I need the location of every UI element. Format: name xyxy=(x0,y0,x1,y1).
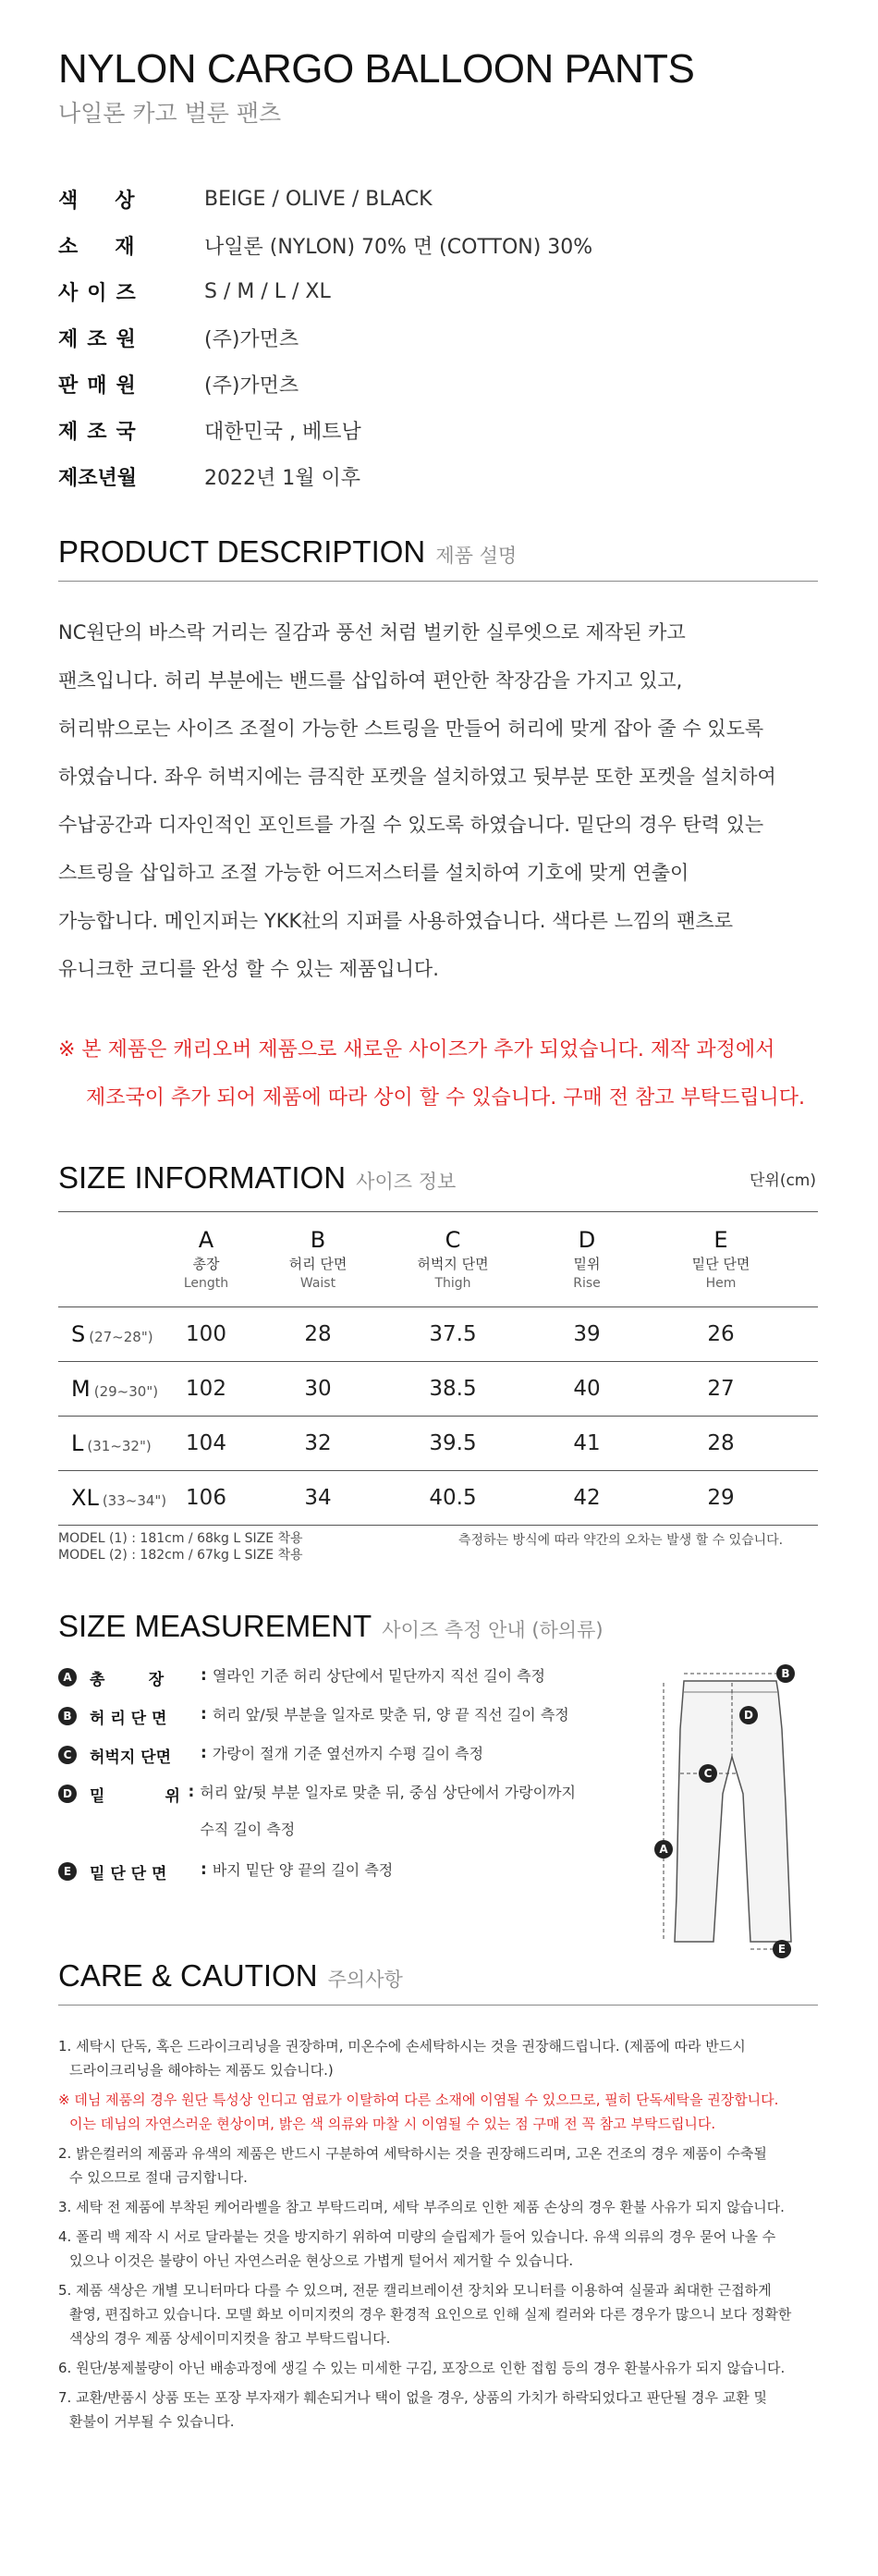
colon: : xyxy=(201,1666,207,1685)
measurement-list xyxy=(58,1666,576,1899)
value-waist: 30 xyxy=(304,1377,332,1401)
model-note: MODEL (2) : 182cm / 67kg L SIZE 착용 xyxy=(58,1548,303,1563)
diagram-label-a: A xyxy=(659,1843,668,1856)
section-title: PRODUCT DESCRIPTION xyxy=(58,534,426,569)
size-table-header xyxy=(58,1212,818,1307)
badge-b: B xyxy=(58,1707,77,1725)
spec-row-material xyxy=(58,222,816,268)
column-letter: B xyxy=(310,1227,326,1253)
care-line: 7. 교환/반품시 상품 또는 포장 부자재가 훼손되거나 택이 없을 경우, 상품의 가치가 하락되었다고 판단될 경우 교환 및 xyxy=(58,2389,767,2406)
spec-row-size xyxy=(58,268,816,314)
value-hem: 29 xyxy=(707,1486,735,1510)
description-line: 가능합니다. 메인지퍼는 YKK社의 지퍼를 사용하였습니다. 색다른 느낌의 팬츠로 xyxy=(58,910,734,932)
badge-d: D xyxy=(58,1785,77,1803)
tolerance-note: 측정하는 방식에 따라 약간의 오차는 발생 할 수 있습니다. xyxy=(458,1533,784,1548)
value-length: 104 xyxy=(186,1431,226,1455)
size-range: (31~32") xyxy=(87,1438,152,1454)
notice-line: 제조국이 추가 되어 제품에 따라 상이 할 수 있습니다. 구매 전 참고 부탁드립니다. xyxy=(86,1086,805,1110)
table-row xyxy=(58,1307,818,1362)
pants-outline xyxy=(675,1681,791,1942)
size-name: XL xyxy=(71,1485,99,1511)
size-label xyxy=(58,1376,160,1402)
size-table xyxy=(58,1211,818,1526)
column-en: Waist xyxy=(299,1276,336,1291)
value-hem: 28 xyxy=(707,1431,735,1455)
column-letter: E xyxy=(713,1227,728,1253)
value-waist: 32 xyxy=(304,1431,332,1455)
badge-e-marker xyxy=(773,1940,791,1958)
value-rise: 39 xyxy=(573,1322,601,1346)
measurement-item xyxy=(58,1783,576,1860)
care-list xyxy=(58,2034,825,2439)
header-empty xyxy=(58,1212,160,1306)
header-rise xyxy=(522,1212,652,1306)
value-length: 102 xyxy=(186,1377,226,1401)
size-info-heading xyxy=(58,1160,818,1196)
size-name: L xyxy=(71,1430,84,1456)
value-rise: 41 xyxy=(573,1431,601,1455)
header-waist xyxy=(252,1212,384,1306)
value-waist: 28 xyxy=(304,1322,332,1346)
column-ko: 밑단 단면 xyxy=(691,1256,750,1272)
size-label xyxy=(58,1321,160,1347)
care-line: 1. 세탁시 단독, 혹은 드라이크리닝을 권장하며, 미온수에 손세탁하시는 것을 권장해드립니다. (제품에 따라 반드시 xyxy=(58,2038,746,2055)
product-subtitle: 나일론 카고 벌룬 팬츠 xyxy=(58,100,282,127)
spec-value: BEIGE / OLIVE / BLACK xyxy=(204,187,433,211)
care-line: 드라이크리닝을 해야하는 제품도 있습니다.) xyxy=(69,2062,334,2079)
section-title-ko: 사이즈 측정 안내 (하의류) xyxy=(382,1619,604,1641)
carryover-notice xyxy=(58,1026,835,1122)
section-title-ko: 사이즈 정보 xyxy=(356,1171,457,1193)
measurement-desc: 수직 길이 측정 xyxy=(200,1821,296,1838)
care-line: 수 있으므로 절대 금지합니다. xyxy=(69,2169,248,2186)
section-title: SIZE MEASUREMENT xyxy=(58,1609,372,1643)
value-thigh: 37.5 xyxy=(429,1322,477,1346)
measurement-desc: 바지 밑단 양 끝의 길이 측정 xyxy=(212,1861,394,1879)
colon: : xyxy=(188,1783,195,1801)
spec-label: 사이즈 xyxy=(58,281,145,305)
measurement-label: 밑 위 xyxy=(90,1787,180,1806)
column-en: Rise xyxy=(573,1276,601,1291)
section-title: CARE & CAUTION xyxy=(58,1958,318,1993)
value-rise: 42 xyxy=(573,1486,601,1510)
care-line: ※ 데님 제품의 경우 원단 특성상 인디고 염료가 이탈하여 다른 소재에 이염될 수 있으므로, 필히 단독세탁을 권장합니다. xyxy=(58,2091,779,2108)
measurement-desc-group xyxy=(200,1783,576,1848)
size-range: (33~34") xyxy=(102,1492,167,1509)
section-title-ko: 제품 설명 xyxy=(435,545,518,567)
diagram-label-e: E xyxy=(777,1943,787,1956)
description-line: 하였습니다. 좌우 허벅지에는 큼직한 포켓을 설치하였고 뒷부분 또한 포켓을 설치하여 xyxy=(58,766,776,788)
badge-a: A xyxy=(58,1668,77,1687)
care-item xyxy=(58,2356,825,2380)
badge-c-marker xyxy=(699,1764,717,1783)
spec-row-country xyxy=(58,407,816,453)
product-title: NYLON CARGO BALLOON PANTS xyxy=(58,46,695,92)
description-line: 허리밖으로는 사이즈 조절이 가능한 스트링을 만들어 허리에 맞게 잡아 줄 수 있도록 xyxy=(58,718,764,740)
column-letter: A xyxy=(198,1227,214,1253)
care-line: 있으나 이것은 불량이 아닌 자연스러운 현상으로 가볍게 털어서 제거할 수 있습니다. xyxy=(69,2252,574,2269)
diagram-label-b: B xyxy=(781,1667,790,1680)
spec-row-date xyxy=(58,453,816,499)
value-thigh: 38.5 xyxy=(429,1377,477,1401)
care-item xyxy=(58,2278,825,2350)
value-waist: 34 xyxy=(304,1486,332,1510)
spec-value: S / M / L / XL xyxy=(204,279,331,303)
care-heading xyxy=(58,1958,818,2006)
spec-label: 소재 xyxy=(58,235,172,259)
spec-label: 판매원 xyxy=(58,374,145,398)
spec-value: (주)가먼츠 xyxy=(204,327,299,351)
value-length: 100 xyxy=(186,1322,226,1346)
care-item xyxy=(58,2386,825,2434)
colon: : xyxy=(201,1705,207,1723)
unit-label: 단위(cm) xyxy=(749,1171,816,1190)
care-item xyxy=(58,2225,825,2273)
column-letter: D xyxy=(578,1227,596,1253)
size-label xyxy=(58,1485,167,1511)
value-hem: 27 xyxy=(707,1377,735,1401)
notice-line: ※ 본 제품은 캐리오버 제품으로 새로운 사이즈가 추가 되었습니다. 제작 과정에서 xyxy=(58,1038,775,1061)
colon: : xyxy=(201,1860,207,1879)
care-line: 촬영, 편집하고 있습니다. 모델 화보 이미지컷의 경우 환경적 요인으로 인해 실제 컬러와 다른 경우가 많으니 보다 정확한 xyxy=(69,2306,792,2323)
description-line: 스트링을 삽입하고 조절 가능한 어드저스터를 설치하여 기호에 맞게 연출이 xyxy=(58,862,689,884)
description-line: 수납공간과 디자인적인 포인트를 가질 수 있도록 하였습니다. 밑단의 경우 탄력 있는 xyxy=(58,814,764,836)
size-label xyxy=(58,1430,160,1456)
spec-row-color xyxy=(58,176,816,222)
care-line: 5. 제품 색상은 개별 모니터마다 다를 수 있으며, 전문 캘리브레이션 장치와 모니터를 이용하여 실물과 최대한 근접하게 xyxy=(58,2282,772,2299)
table-row xyxy=(58,1471,818,1526)
header-length xyxy=(160,1212,252,1306)
spec-row-seller xyxy=(58,361,816,407)
measurement-desc: 가랑이 절개 기준 옆선까지 수평 길이 측정 xyxy=(212,1745,484,1762)
description-line: 팬츠입니다. 허리 부분에는 밴드를 삽입하여 편안한 착장감을 가지고 있고, xyxy=(58,669,683,692)
column-en: Thigh xyxy=(434,1276,471,1291)
value-hem: 26 xyxy=(707,1322,735,1346)
model-note: MODEL (1) : 181cm / 68kg L SIZE 착용 xyxy=(58,1531,303,1546)
spec-list xyxy=(58,176,816,499)
spec-value: (주)가먼츠 xyxy=(204,374,299,398)
measurement-heading xyxy=(58,1609,818,1644)
care-line: 환불이 거부될 수 있습니다. xyxy=(69,2413,235,2430)
size-range: (27~28") xyxy=(89,1329,153,1345)
spec-label: 제조국 xyxy=(58,420,145,444)
care-line: 색상의 경우 제품 상세이미지컷을 참고 부탁드립니다. xyxy=(69,2330,391,2347)
size-name: S xyxy=(71,1321,86,1347)
section-title: SIZE INFORMATION xyxy=(58,1160,347,1195)
spec-value: 2022년 1월 이후 xyxy=(204,466,360,490)
measurement-desc: 허리 앞/뒷 부분 일자로 맞춘 뒤, 중심 상단에서 가랑이까지 xyxy=(200,1784,576,1801)
spec-value: 대한민국 , 베트남 xyxy=(204,420,361,444)
colon: : xyxy=(201,1744,207,1762)
measurement-label: 허 리 단 면 xyxy=(90,1710,167,1728)
care-item xyxy=(58,2034,825,2082)
value-rise: 40 xyxy=(573,1377,601,1401)
table-row xyxy=(58,1417,818,1471)
spec-label: 제조원 xyxy=(58,327,145,351)
measurement-label: 허벅지 단면 xyxy=(90,1748,172,1767)
care-line: 3. 세탁 전 제품에 부착된 케어라벨을 참고 부탁드리며, 세탁 부주의로 인한 제품 손상의 경우 환불 사유가 되지 않습니다. xyxy=(58,2199,785,2215)
measurement-desc: 열라인 기준 허리 상단에서 밑단까지 직선 길이 측정 xyxy=(212,1667,545,1685)
care-item-warning xyxy=(58,2088,825,2136)
description-line: NC원단의 바스락 거리는 질감과 풍선 처럼 벌키한 실루엣으로 제작된 카고 xyxy=(58,621,686,644)
description-body xyxy=(58,608,825,993)
value-thigh: 40.5 xyxy=(429,1486,477,1510)
column-letter: C xyxy=(445,1227,461,1253)
badge-d-marker xyxy=(739,1706,758,1724)
care-item xyxy=(58,2141,825,2190)
column-ko: 허벅지 단면 xyxy=(417,1256,489,1272)
spec-label: 제조년월 xyxy=(58,466,138,490)
value-length: 106 xyxy=(186,1486,226,1510)
header-thigh xyxy=(384,1212,522,1306)
measurement-label: 총 장 xyxy=(90,1671,165,1689)
diagram-label-c: C xyxy=(703,1767,713,1780)
badge-a-marker xyxy=(654,1840,673,1858)
column-ko: 밑위 xyxy=(573,1256,601,1272)
spec-row-manufacturer xyxy=(58,314,816,361)
measurement-desc: 허리 앞/뒷 부분을 일자로 맞춘 뒤, 양 끝 직선 길이 측정 xyxy=(212,1706,569,1723)
description-line: 유니크한 코디를 완성 할 수 있는 제품입니다. xyxy=(58,958,439,980)
pants-measurement-diagram xyxy=(647,1664,832,1960)
size-range: (29~30") xyxy=(93,1383,159,1400)
badge-b-marker xyxy=(776,1664,795,1683)
badge-c: C xyxy=(58,1746,77,1764)
section-title-ko: 주의사항 xyxy=(327,1969,403,1991)
column-ko: 총장 xyxy=(192,1256,220,1272)
description-heading xyxy=(58,534,818,582)
measurement-item xyxy=(58,1860,576,1899)
column-en: Hem xyxy=(705,1276,737,1291)
header-hem xyxy=(652,1212,790,1306)
spec-label: 색상 xyxy=(58,189,172,213)
care-line: 2. 밝은컬러의 제품과 유색의 제품은 반드시 구분하여 세탁하시는 것을 권장해드리며, 고온 건조의 경우 제품이 수축될 xyxy=(58,2145,767,2162)
value-thigh: 39.5 xyxy=(429,1431,477,1455)
column-ko: 허리 단면 xyxy=(288,1256,348,1272)
column-en: Length xyxy=(183,1276,229,1291)
diagram-label-d: D xyxy=(744,1709,753,1722)
model-notes xyxy=(58,1530,303,1564)
care-line: 이는 데님의 자연스러운 현상이며, 밝은 색 의류와 마찰 시 이염될 수 있는 점 구매 전 꼭 참고 부탁드립니다. xyxy=(69,2116,716,2132)
table-row xyxy=(58,1362,818,1417)
size-name: M xyxy=(71,1376,91,1402)
care-line: 6. 원단/봉제불량이 아닌 배송과정에 생길 수 있는 미세한 구김, 포장으로 인한 접힘 등의 경우 환불사유가 되지 않습니다. xyxy=(58,2360,786,2376)
care-item xyxy=(58,2195,825,2219)
measurement-label: 밑 단 단 면 xyxy=(90,1865,167,1883)
badge-e: E xyxy=(58,1862,77,1881)
care-line: 4. 폴리 백 제작 시 서로 달라붙는 것을 방지하기 위하여 미량의 슬립제가 들어 있습니다. 유색 의류의 경우 묻어 나올 수 xyxy=(58,2228,776,2245)
spec-value: 나일론 (NYLON) 70% 면 (COTTON) 30% xyxy=(204,235,593,259)
